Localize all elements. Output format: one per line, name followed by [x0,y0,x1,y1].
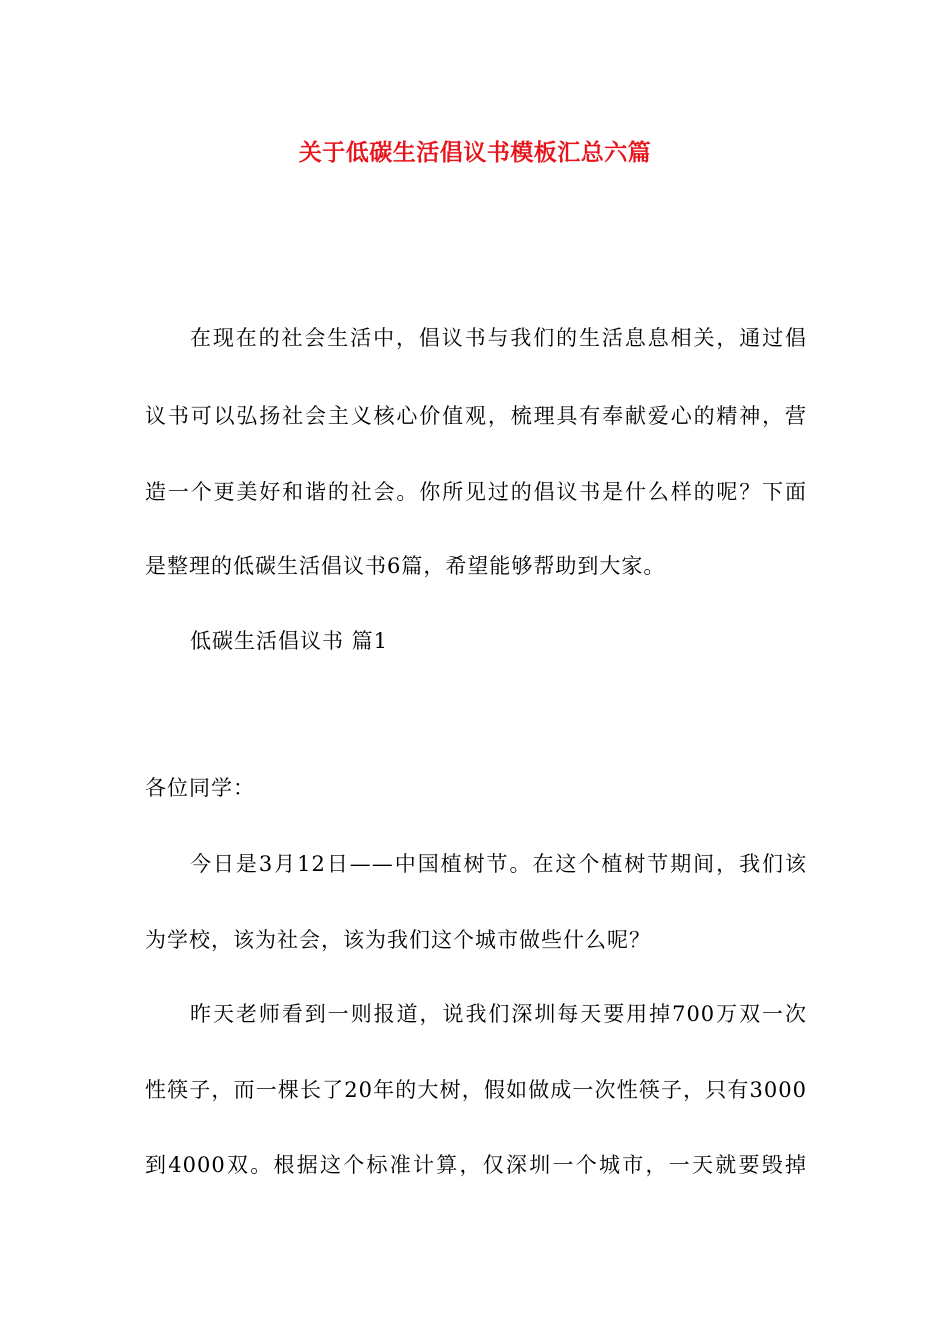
document-title: 关于低碳生活倡议书模板汇总六篇 [298,139,652,166]
para1-line-1: 今日是3月12日——中国植树节。在这个植树节期间，我们该 [190,852,807,876]
intro-line-1: 在现在的社会生活中，倡议书与我们的生活息息相关，通过倡 [190,326,807,350]
para1-line-2: 为学校，该为社会，该为我们这个城市做些什么呢？ [145,928,651,952]
para2-line-2: 性筷子，而一棵长了20年的大树，假如做成一次性筷子，只有3000 [145,1078,807,1102]
para2-line-3: 到4000双。根据这个标准计算，仅深圳一个城市，一天就要毁掉 [145,1153,807,1177]
intro-line-3: 造一个更美好和谐的社会。你所见过的倡议书是什么样的呢？下面 [145,480,807,504]
intro-line-4: 是整理的低碳生活倡议书6篇，希望能够帮助到大家。 [145,554,666,578]
intro-line-2: 议书可以弘扬社会主义核心价值观，梳理具有奉献爱心的精神，营 [145,404,807,428]
para2-line-1: 昨天老师看到一则报道，说我们深圳每天要用掉700万双一次 [190,1002,807,1026]
section-heading: 低碳生活倡议书 篇1 [190,629,389,653]
salutation: 各位同学： [145,776,255,800]
